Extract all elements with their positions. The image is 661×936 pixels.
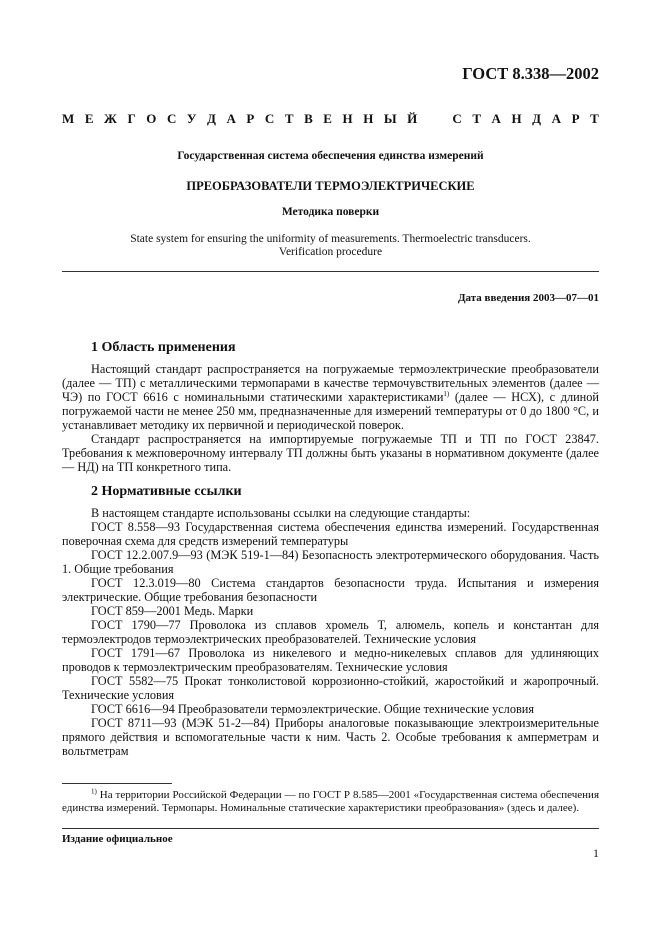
interstate-letter: Е (84, 111, 94, 126)
reference-item: ГОСТ 859—2001 Медь. Марки (91, 604, 254, 618)
reference-item: ГОСТ 1790—77 Проволока из сплавов хромель Т, алюмель, копель и константан для термоэлектродов термоэлектрических преобразователей. Технические условия (62, 618, 599, 646)
interstate-letter: Г (127, 111, 136, 126)
interstate-letter: О (146, 111, 157, 126)
footnote-ref: 1) (443, 389, 450, 398)
section-1-heading: 1 Область применения (91, 340, 236, 355)
reference-item: ГОСТ 1791—67 Проволока из никелевого и медно-никелевых сплавов для удлиняющих проводов к термоэлектрическим преобразователям. Технические условия (62, 646, 599, 674)
interstate-letter: В (304, 111, 313, 126)
interstate-letter: Е (323, 111, 332, 126)
interstate-letter: Н (342, 111, 353, 126)
section-1-paragraph-1-text: Настоящий стандарт распространяется на погружаемые термоэлектрические преобразователи (далее — ТП) с металлическими термопарами в качестве термочувствительных элементов (далее — ЧЭ) по ГОСТ 6616 с номинальными статическими характеристиками (62, 362, 599, 404)
page-number: 1 (593, 846, 599, 860)
interstate-letter: Й (407, 111, 418, 126)
interstate-letter: У (186, 111, 197, 126)
interstate-letter: А (551, 111, 562, 126)
section-2-heading: 2 Нормативные ссылки (91, 484, 242, 499)
document-number: ГОСТ 8.338—2002 (462, 64, 599, 83)
interstate-letter: С (264, 111, 275, 126)
section-1 (62, 341, 599, 474)
english-title (62, 233, 599, 259)
reference-item: ГОСТ 8711—93 (МЭК 51-2—84) Приборы аналоговые показывающие электроизмерительные прямого действия и вспомогательные части к ним. Часть 2. Особые требования к амперметрам и вольтметрам (62, 716, 599, 758)
interstate-letter: А (226, 111, 236, 126)
reference-item: ГОСТ 12.3.019—80 Система стандартов безопасности труда. Испытания и измерения электрические. Общие требования безопасности (62, 576, 599, 604)
system-title: Государственная система обеспечения единства измерений (177, 150, 484, 162)
normative-references-list (62, 506, 599, 758)
reference-item: ГОСТ 12.2.007.9—93 (МЭК 519-1—84) Безопасность электротермического оборудования. Часть 1. Общие требования (62, 548, 599, 576)
footnote (62, 789, 599, 814)
title-divider (62, 271, 599, 272)
section-1-paragraph-2: Стандарт распространяется на импортируемые погружаемые ТП и ТП по ГОСТ 23847. Требования к межповерочному интервалу ТП должны быть указаны в нормативном документе (далее — НД) на ТП конкретного типа. (62, 432, 599, 474)
interstate-letter: С (166, 111, 177, 126)
interstate-letter: Ы (383, 111, 397, 126)
interstate-letter: Н (511, 111, 522, 126)
interstate-letter: Т (590, 111, 599, 126)
interstate-letter: М (62, 111, 75, 126)
interstate-letter: Т (284, 111, 294, 126)
interstate-letter: Ж (104, 111, 117, 126)
footnote-divider (62, 783, 172, 784)
english-title-line2: Verification procedure (278, 246, 383, 258)
intro-date: Дата введения 2003—07—01 (457, 292, 599, 304)
english-title-line1: State system for ensuring the uniformity of measurements. Thermoelectric transducers. (130, 233, 531, 245)
interstate-letter: Р (246, 111, 255, 126)
interstate-letter: Д (206, 111, 216, 126)
footnote-text: На территории Российской Федерации — по ГОСТ Р 8.585—2001 «Государственная система обеспечения единства измерений. Термопары. Номинальные статические характеристики преобразования» (здесь и далее). (62, 789, 599, 814)
interstate-letter: Н (363, 111, 374, 126)
references-intro: В настоящем стандарте использованы ссылки на следующие стандарты: (91, 506, 471, 520)
interstate-letter: Р (571, 111, 580, 126)
reference-item: ГОСТ 8.558—93 Государственная система обеспечения единства измерений. Государственная поверочная схема для средств измерений температуры (62, 520, 599, 548)
main-title: ПРЕОБРАЗОВАТЕЛИ ТЕРМОЭЛЕКТРИЧЕСКИЕ (186, 179, 475, 193)
interstate-letter: Д (532, 111, 542, 126)
edition-divider (62, 828, 599, 829)
reference-item: ГОСТ 5582—75 Прокат тонколистовой коррозионно-стойкий, жаростойкий и жаропрочный. Технические условия (62, 674, 599, 702)
section-2 (62, 485, 599, 758)
interstate-standard-banner (62, 111, 599, 127)
interstate-letter: А (491, 111, 501, 126)
reference-item: ГОСТ 6616—94 Преобразователи термоэлектрические. Общие технические условия (91, 702, 535, 716)
footnote-mark: 1) (91, 787, 97, 796)
subtitle: Методика поверки (281, 206, 380, 218)
edition-label: Издание официальное (62, 833, 173, 845)
interstate-letter: Т (472, 111, 481, 126)
interstate-letter (428, 111, 442, 127)
interstate-letter: С (452, 111, 462, 126)
section-1-paragraph-1 (62, 362, 599, 432)
section-1-paragraph-1-text-cont: (далее — НСХ), с длиной погружаемой части не менее 250 мм, предназначенные для измерений температуры от 0 до 1800 °С, и устанавливает методику их первичной и периодической поверок. (62, 390, 599, 432)
